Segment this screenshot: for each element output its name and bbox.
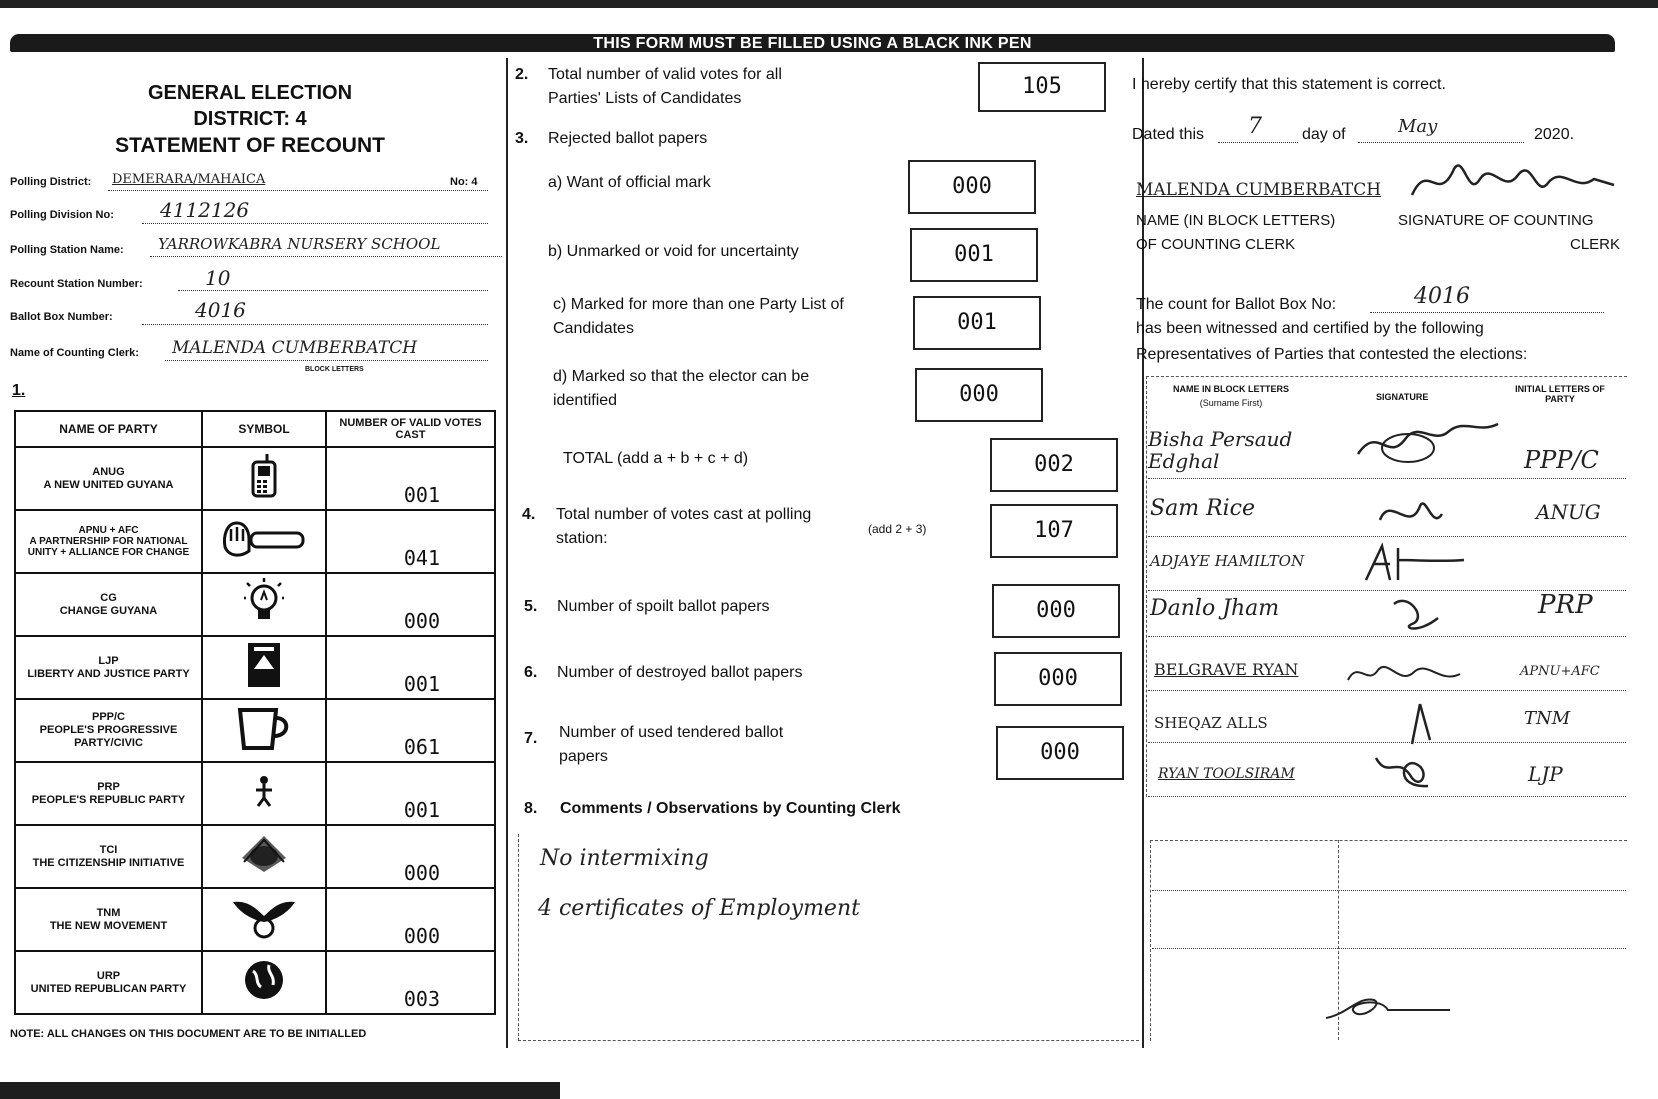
party-row-prp [15, 762, 495, 825]
form-title-line1: GENERAL ELECTION [147, 82, 353, 104]
col-votes-header: NUMBER OF VALID VOTES CAST [326, 411, 495, 447]
rep-initial-1: PPP/C [1524, 446, 1599, 474]
q6-number: 6. [524, 664, 538, 681]
rep-name-2: Sam Rice [1150, 496, 1255, 521]
q7-label-line1: Number of used tendered ballot [559, 724, 784, 741]
party-row-tci [15, 825, 495, 888]
col-party-header: NAME OF PARTY [15, 411, 202, 447]
party-abbr: ANUG [92, 465, 125, 478]
scales-icon [244, 678, 284, 695]
dated-this-label: Dated this [1132, 126, 1205, 143]
q3b-label: b) Unmarked or void for uncertainty [548, 243, 799, 260]
q7-value-box: 000 [996, 726, 1124, 780]
party-votes: 000 [326, 888, 495, 951]
count-ballot-box-label: The count for Ballot Box No: [1136, 296, 1337, 313]
party-votes: 000 [326, 573, 495, 636]
party-row-apnu-afc [15, 510, 495, 573]
col-name-header: NAME IN BLOCK LETTERS [1173, 384, 1289, 394]
party-row-urp [15, 951, 495, 1014]
day-of-label: day of [1302, 126, 1346, 143]
recount-station-value: 10 [205, 266, 231, 290]
rep-initial-2: ANUG [1536, 500, 1601, 524]
rep-signature-3 [1360, 540, 1470, 591]
q4-number: 4. [522, 506, 536, 523]
sig-label-line2: CLERK [1570, 236, 1621, 253]
q2-label-line1: Total number of valid votes for all [548, 66, 782, 83]
rep-name-7: RYAN TOOLSIRAM [1158, 766, 1295, 782]
year-label: 2020. [1534, 126, 1575, 143]
rep-name-5: BELGRAVE RYAN [1154, 660, 1299, 679]
hand-icon [219, 548, 309, 565]
rep-initial-7: LJP [1528, 762, 1563, 786]
q3c-label-line2: Candidates [553, 320, 634, 337]
q3-label: Rejected ballot papers [548, 130, 708, 147]
party-abbr: CG [100, 591, 117, 604]
counting-clerk-label: Name of Counting Clerk: [10, 347, 139, 359]
party-abbr: PPP/C [91, 711, 125, 723]
party-row-cg [15, 573, 495, 636]
initial-mark [1318, 990, 1458, 1035]
party-name: PEOPLE'S PROGRESSIVE PARTY/CIVIC [39, 724, 178, 749]
party-votes: 001 [326, 762, 495, 825]
party-name: A NEW UNITED GUYANA [43, 478, 174, 491]
party-name: UNITED REPUBLICAN PARTY [30, 982, 187, 995]
party-abbr: PRP [97, 780, 120, 793]
month-value: May [1398, 116, 1438, 137]
name-label-line2: OF COUNTING CLERK [1136, 236, 1296, 253]
party-votes: 001 [326, 447, 495, 510]
q7-label-line2: papers [559, 748, 608, 765]
party-row-ljp [15, 636, 495, 699]
q3d-label-line2: identified [553, 392, 618, 409]
q8-label: Comments / Observations by Counting Clerk [560, 800, 901, 817]
witness-line1: has been witnessed and certified by the following [1136, 320, 1484, 337]
q7-number: 7. [524, 730, 538, 747]
comment-line2: 4 certificates of Employment [538, 896, 860, 921]
q3c-value-box: 001 [913, 296, 1041, 350]
polling-district-no: No: 4 [450, 176, 478, 188]
scan-edge-top [0, 0, 1658, 8]
form-banner: THIS FORM MUST BE FILLED USING A BLACK INK PEN [10, 34, 1615, 52]
party-row-anug [15, 447, 495, 510]
q8-number: 8. [524, 800, 538, 817]
q3c-label-line1: c) Marked for more than one Party List of [553, 296, 844, 313]
q2-value-box: 105 [978, 62, 1106, 112]
polling-station-label: Polling Station Name: [10, 244, 124, 256]
certify-statement: I hereby certify that this statement is correct. [1132, 76, 1446, 93]
day-value: 7 [1248, 114, 1262, 139]
rep-initial-4: PRP [1538, 590, 1593, 620]
q3-number: 3. [515, 130, 529, 147]
form-title-line3: STATEMENT OF RECOUNT [115, 134, 385, 157]
q3a-value-box: 000 [908, 160, 1036, 214]
polling-station-value: YARROWKABRA NURSERY SCHOOL [158, 235, 441, 253]
figure-icon [252, 795, 276, 812]
party-name: A PARTNERSHIP FOR NATIONAL UNITY + ALLIANCE FOR CHANGE [27, 536, 190, 558]
rep-initial-6: TNM [1524, 708, 1571, 729]
q5-number: 5. [524, 598, 538, 615]
count-ballot-box-value: 4016 [1414, 284, 1470, 309]
polling-district-label: Polling District: [10, 176, 92, 188]
flower-icon [234, 863, 294, 880]
party-votes-table [14, 410, 496, 1015]
sig-label-line1: SIGNATURE OF COUNTING [1398, 212, 1594, 229]
rep-name-1: Bisha Persaud Edghal [1148, 427, 1293, 473]
party-abbr: TNM [96, 906, 121, 919]
q3d-value-box: 000 [915, 368, 1043, 422]
col-initial-header: INITIAL LETTERS OF PARTY [1515, 384, 1605, 404]
party-name: THE NEW MOVEMENT [49, 919, 168, 932]
q3d-label-line1: d) Marked so that the elector can be [553, 368, 810, 385]
form-title-line2: DISTRICT: 4 [193, 108, 307, 130]
initialled-note: NOTE: ALL CHANGES ON THIS DOCUMENT ARE TO BE INITIALLED [10, 1028, 367, 1040]
total-label: TOTAL (add a + b + c + d) [563, 450, 749, 467]
section-1-number: 1. [12, 382, 26, 399]
q6-value-box: 000 [994, 652, 1122, 706]
party-abbr: URP [96, 969, 121, 982]
party-votes: 061 [326, 699, 495, 762]
q4-label-line2: station: [556, 530, 608, 547]
scan-edge-bottom [0, 1082, 560, 1099]
rep-signature-1 [1348, 414, 1508, 479]
counting-clerk-value: MALENDA CUMBERBATCH [172, 338, 418, 358]
q2-number: 2. [515, 66, 529, 83]
ballot-box-label: Ballot Box Number: [10, 311, 113, 323]
party-votes: 041 [326, 510, 495, 573]
rep-signature-4 [1388, 588, 1448, 643]
col-symbol-header: SYMBOL [202, 411, 326, 447]
party-votes: 003 [326, 951, 495, 1014]
party-name: LIBERTY AND JUSTICE PARTY [27, 667, 190, 680]
party-votes: 000 [326, 825, 495, 888]
polling-division-value: 4112126 [160, 198, 250, 222]
q4-note: (add 2 + 3) [868, 522, 927, 536]
bird-icon [229, 929, 299, 946]
clerk-name-block: MALENDA CUMBERBATCH [1136, 180, 1382, 200]
party-votes: 001 [326, 636, 495, 699]
q4-value-box: 107 [990, 504, 1118, 558]
q3b-value-box: 001 [910, 228, 1038, 282]
globe-icon [241, 990, 287, 1007]
party-name: PEOPLE'S REPUBLIC PARTY [31, 793, 186, 806]
party-abbr: APNU + AFC [78, 525, 139, 536]
rep-signature-7 [1368, 750, 1438, 799]
recount-station-label: Recount Station Number: [10, 278, 143, 290]
polling-district-value: DEMERARA/MAHAICA [112, 172, 266, 187]
party-abbr: TCI [99, 843, 118, 856]
name-label-line1: NAME (IN BLOCK LETTERS) [1136, 212, 1336, 229]
rep-initial-5: APNU+AFC [1520, 664, 1600, 679]
phone-icon [249, 487, 279, 504]
rep-signature-6 [1400, 700, 1440, 753]
q5-label: Number of spoilt ballot papers [557, 598, 770, 615]
lightbulb-icon [244, 613, 284, 630]
col-name-sub: (Surname First) [1199, 398, 1263, 408]
total-value-box: 002 [990, 438, 1118, 492]
clerk-signature [1408, 155, 1618, 210]
witness-line2: Representatives of Parties that contested the elections: [1136, 346, 1528, 363]
comment-line1: No intermixing [540, 846, 709, 871]
q5-value-box: 000 [992, 584, 1120, 638]
party-name: CHANGE GUYANA [59, 604, 158, 617]
col-sig-header: SIGNATURE [1376, 392, 1429, 402]
party-row-pppc [15, 699, 495, 762]
q2-label-line2: Parties' Lists of Candidates [548, 90, 742, 107]
q6-label: Number of destroyed ballot papers [557, 664, 803, 681]
rep-name-6: SHEQAZ ALLS [1154, 714, 1268, 732]
rep-name-3: ADJAYE HAMILTON [1150, 552, 1305, 570]
party-row-tnm [15, 888, 495, 951]
cup-icon [234, 739, 294, 756]
block-letters-note: BLOCK LETTERS [305, 366, 364, 373]
q3a-label: a) Want of official mark [548, 174, 711, 191]
polling-division-label: Polling Division No: [10, 209, 114, 221]
q4-label-line1: Total number of votes cast at polling [556, 506, 812, 523]
rep-name-4: Danlo Jham [1150, 596, 1280, 621]
party-abbr: LJP [98, 654, 119, 667]
party-name: THE CITIZENSHIP INITIATIVE [32, 856, 185, 869]
ballot-box-value: 4016 [195, 298, 246, 322]
